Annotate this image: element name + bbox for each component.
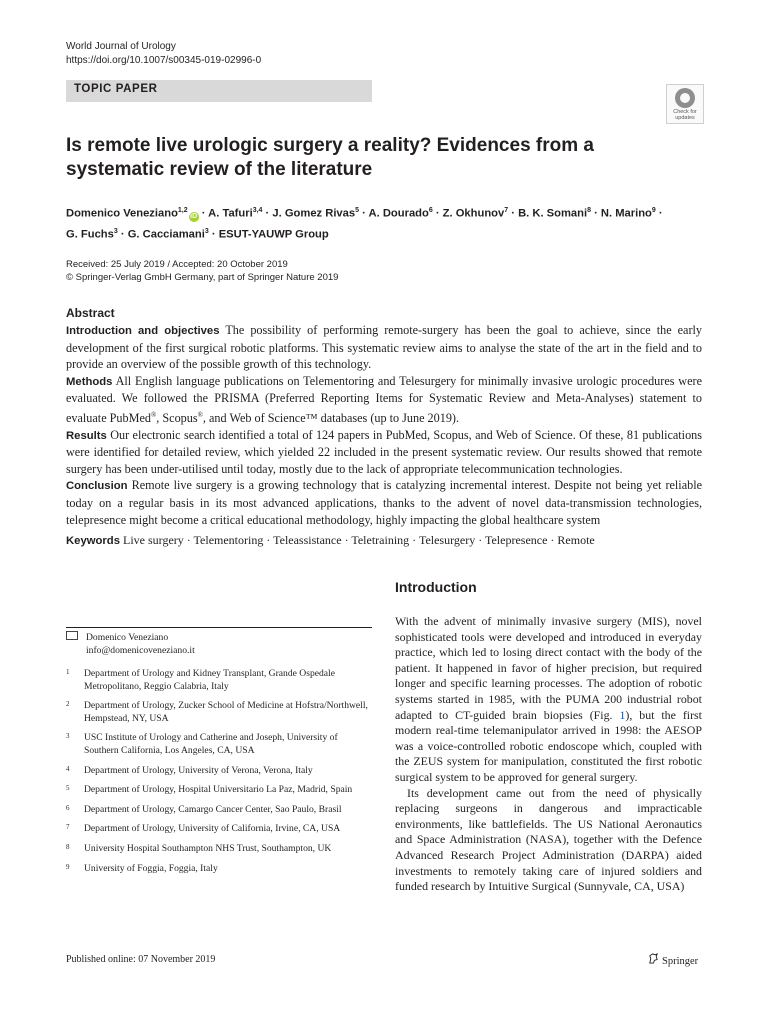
affiliation-number: 5	[66, 784, 70, 793]
affiliation-number: 7	[66, 823, 70, 832]
dates-block	[66, 258, 338, 284]
affiliation-item	[66, 823, 372, 836]
author-name[interactable]: · N. Marino	[590, 207, 652, 220]
registered-mark: ®	[150, 410, 157, 419]
abstract-methods-label: Methods	[66, 375, 113, 388]
check-for-updates-line1: Check for	[673, 109, 697, 115]
abstract-methods-text: , and Web of Science™ databases (up to June 2019).	[202, 411, 460, 426]
orcid-icon[interactable]: iD	[190, 212, 198, 220]
author-name[interactable]: Domenico Veneziano	[66, 207, 178, 220]
introduction-text: ), but the first modern real-time telemanipulator arrived in 1998: the AESOP was a voice-controlled robotic endoscope which, coupled with the ZEUS system for manipulation, constituted the first robotic surgical system to be approved for general surgery.	[395, 707, 702, 784]
affiliation-text: Department of Urology, Camargo Cancer Center, Sao Paulo, Brasil	[84, 803, 342, 815]
introduction-text: With the advent of minimally invasive surgery (MIS), novel sophisticated tools were developed and introduced in everyday practice, which led to losing direct contact with the body of the patient. It happened in favor of higher precision, but required longer and specific learning processes. The adoption of robotic systems started in 1985, with the PUMA 200 industrial robot adapted to CT-guided brain biopsies (Fig.	[395, 614, 702, 722]
affiliation-text: Department of Urology, University of Verona, Verona, Italy	[84, 764, 313, 776]
author-name[interactable]: · B. K. Somani	[508, 207, 588, 220]
journal-name: World Journal of Urology	[66, 41, 176, 52]
affiliation-item	[66, 732, 372, 757]
author-name[interactable]: · J. Gomez Rivas	[262, 207, 356, 220]
author-affiliation-ref: 6	[428, 207, 433, 214]
author-affiliation-ref: 3	[113, 227, 118, 235]
topic-label-bar	[66, 80, 372, 102]
author-affiliation-ref: 5	[355, 207, 360, 214]
abstract-methods	[66, 373, 702, 427]
affiliation-item	[66, 700, 372, 725]
affiliation-text: University of Foggia, Foggia, Italy	[84, 862, 218, 874]
contact-email[interactable]: info@domenicoveneziano.it	[86, 645, 195, 656]
affiliation-number: 8	[66, 842, 70, 851]
affiliation-list	[66, 668, 372, 882]
envelope-icon	[66, 631, 78, 640]
abstract-methods-text: All English language publications on Telementoring and Telesurgery for minimally invasive urologic procedures were evaluated. We followed the PRISMA (Preferred Reporting Items for Systematic Review and Meta-Analyses) statement to evaluate PubMed	[66, 373, 702, 426]
published-online-date: Published online: 07 November 2019	[66, 954, 216, 965]
topic-label: TOPIC PAPER	[74, 83, 158, 95]
keywords-text: Live surgery · Telementoring · Teleassistance · Teletraining · Telesurgery · Telepresence · Remote	[120, 533, 595, 547]
author-group[interactable]: · ESUT-YAUWP Group	[208, 228, 329, 241]
affiliation-number: 6	[66, 803, 70, 812]
affiliation-item	[66, 804, 372, 817]
author-affiliation-ref: 1,2	[177, 207, 188, 214]
footnote-divider	[66, 627, 372, 628]
abstract-conclusion	[66, 477, 702, 528]
publisher-logo[interactable]	[648, 953, 698, 967]
author-affiliation-ref: 9	[651, 207, 656, 214]
registered-mark: ®	[197, 410, 203, 419]
abstract-results	[66, 427, 702, 478]
affiliation-item	[66, 765, 372, 778]
abstract-heading: Abstract	[66, 306, 115, 320]
author-affiliation-ref: 8	[587, 207, 591, 214]
doi-link[interactable]: https://doi.org/10.1007/s00345-019-02996-0	[66, 55, 262, 66]
affiliation-number: 9	[66, 862, 70, 871]
affiliation-text: University Hospital Southampton NHS Trust, Southampton, UK	[84, 842, 332, 854]
keywords-label: Keywords	[66, 535, 120, 547]
affiliation-number: 2	[66, 700, 70, 709]
affiliation-number: 4	[66, 764, 70, 773]
springer-horse-icon	[648, 953, 659, 967]
abstract-results-text: Our electronic search identified a total of 124 papers in PubMed, Scopus, and Web of Science. Of these, 81 publications were identified for detailed review, which yielded 22 included in the present systematic review. Our results showed that remote surgery has been under-utilised until today, mostly due to the lack of appropriate telecommunication technologies.	[66, 427, 702, 476]
abstract-body	[66, 322, 702, 528]
affiliation-text: Department of Urology, Zucker School of Medicine at Hofstra/Northwell, Hempstead, NY, USA	[84, 700, 368, 724]
copyright-notice: © Springer-Verlag GmbH Germany, part of Springer Nature 2019	[66, 272, 339, 283]
author-name[interactable]: · G. Cacciamani	[117, 228, 205, 241]
check-for-updates-line2: updates	[675, 115, 695, 121]
introduction-heading: Introduction	[395, 579, 477, 595]
corresponding-author	[66, 631, 195, 657]
author-name[interactable]: · Z. Okhunov	[432, 207, 505, 220]
abstract-results-label: Results	[66, 429, 107, 442]
received-accepted-dates: Received: 25 July 2019 / Accepted: 20 October 2019	[66, 259, 288, 270]
keywords-line	[66, 533, 706, 548]
figure-reference-link[interactable]: 1	[619, 707, 626, 722]
affiliation-number: 3	[66, 732, 70, 741]
introduction-paragraph-1	[395, 614, 702, 786]
abstract-intro-text: The possibility of performing remote-surgery has been the goal to achieve, since the early development of the first surgical robotic platforms. This systematic review aims to analyse the state of the art in the field and to provide an overview of the possible growth of this technology.	[66, 323, 703, 372]
introduction-body	[395, 614, 702, 895]
author-name[interactable]: · A. Dourado	[359, 207, 429, 220]
affiliation-item	[66, 668, 372, 693]
publisher-name: Springer	[662, 956, 699, 967]
check-for-updates-icon	[675, 88, 695, 108]
affiliation-item	[66, 843, 372, 856]
abstract-methods-text: , Scopus	[156, 411, 198, 426]
affiliation-text: Department of Urology and Kidney Transplant, Grande Ospedale Metropolitano, Reggio Calabria, Italy	[84, 668, 335, 692]
abstract-conclusion-text: Remote live surgery is a growing technology that is catalyzing incremental interest. Despite not being yet reliable today on a regular basis in its most advanced applications, thanks to the advent of novel data-transmission technologies, telepresence might become a critical educational methodology, highly impacting the global healthcare system	[66, 478, 702, 527]
contact-name: Domenico Veneziano	[86, 632, 169, 643]
author-list: Domenico Veneziano$^{1,2}$iD · A. Tafuri$^{3,4}$ · J. Gomez Rivas$^5$ · A. Dourado$^6$ · Z. Okhunov$^7$ · B. K. Somani$^8$ · N. Marino$^9$ · G. Fuchs$^3$ · G. Cacciamani$^3$ · ESUT-YAUWP Group	[66, 207, 663, 241]
author-affiliation-ref: 7	[504, 207, 509, 214]
paper-title: Is remote live urologic surgery a reality? Evidences from a systematic review of the literature	[66, 135, 594, 180]
check-for-updates-badge[interactable]	[666, 84, 704, 124]
journal-header	[66, 40, 261, 68]
affiliation-item	[66, 784, 372, 797]
author-affiliation-ref: 3	[204, 227, 209, 235]
abstract-conclusion-label: Conclusion	[66, 480, 128, 493]
affiliation-number: 1	[66, 668, 70, 676]
affiliation-text: USC Institute of Urology and Catherine and Joseph, University of Southern California, Los Angeles, CA, USA	[84, 732, 338, 756]
introduction-paragraph-2: Its development came out from the need of physically replacing surgeons in dangerous and impracticable environments, like battlefields. The US National Aeronautics and Space Administration (NASA), together with the Defence Advanced Research Project Administration (DARPA) aided investments to remotely taking care of injured soldiers and funded research by Intuitive Surgical (Sunnyvale, CA, USA)	[395, 785, 702, 894]
author-name[interactable]: G. Fuchs	[66, 228, 114, 241]
author-affiliation-ref: 3,4	[252, 207, 263, 214]
author-name[interactable]: · A. Tafuri	[198, 207, 253, 220]
abstract-introduction	[66, 322, 702, 373]
affiliation-text: Department of Urology, University of California, Irvine, CA, USA	[84, 823, 341, 835]
affiliation-text: Department of Urology, Hospital Universitario La Paz, Madrid, Spain	[84, 784, 353, 796]
affiliation-item	[66, 863, 372, 876]
abstract-intro-label: Introduction and objectives	[66, 325, 220, 337]
